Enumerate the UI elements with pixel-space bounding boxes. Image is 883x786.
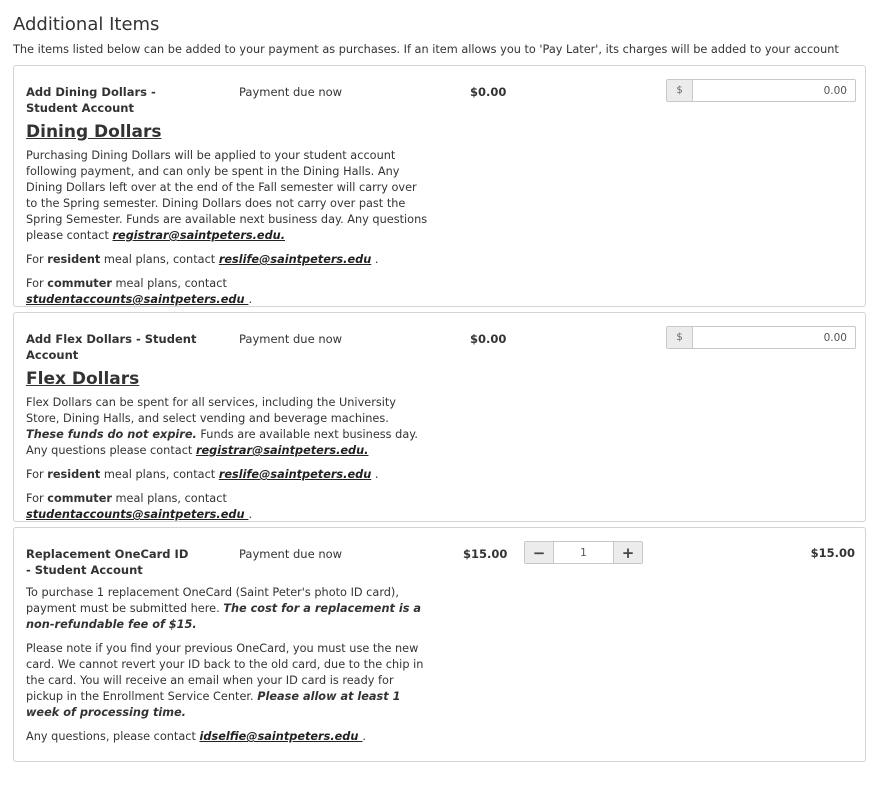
description-paragraph: Please note if you find your previous OneCard, you must use the new card. We cannot revert your ID back to the old card, due to the chip in the card. You will receive an email when your ID card is ready for pickup in the Enrollment Service Center. Please allow at least 1 week of processing time.	[26, 642, 424, 719]
item-description	[26, 121, 428, 316]
commuter-contact: For commuter meal plans, contact studentaccounts@saintpeters.edu .	[26, 492, 253, 521]
description-paragraph: Flex Dollars can be spent for all services, including the University Store, Dining Halls, and select vending and beverage machines. These funds do not expire. Funds are available next business day. Any questions please contact registrar@saintpeters.edu.	[26, 396, 418, 457]
reslife-email-link[interactable]: reslife@saintpeters.edu	[218, 468, 372, 481]
item-name: Add Dining Dollars - Student Account	[26, 85, 156, 115]
registrar-email-link[interactable]: registrar@saintpeters.edu.	[112, 229, 286, 242]
item-price: $15.00	[463, 547, 508, 561]
quantity-stepper	[524, 541, 643, 564]
item-card-dining-dollars	[13, 65, 866, 307]
description-paragraph: To purchase 1 replacement OneCard (Saint Peter's photo ID card), payment must be submitted here. The cost for a replacement is a non-refundable fee of $15.	[26, 586, 421, 631]
reslife-email-link[interactable]: reslife@saintpeters.edu	[218, 253, 372, 266]
decrease-quantity-button[interactable]: −	[525, 542, 554, 563]
description-paragraph: Purchasing Dining Dollars will be applied to your student account following payment, and can only be spent in the Dining Halls. Any Dining Dollars left over at the end of the Fall semester will carry over to the Spring semester. Dining Dollars does not carry over past the Spring Semester. Funds are available next business day. Any questions please contact registrar@saintpeters.edu.	[26, 149, 428, 242]
idselfie-email-link[interactable]: idselfie@saintpeters.edu	[199, 730, 363, 743]
quantity-input[interactable]	[554, 542, 613, 563]
studentaccounts-email-link[interactable]: studentaccounts@saintpeters.edu	[26, 508, 249, 521]
payment-due-label: Payment due now	[239, 332, 343, 346]
contact-paragraph: Any questions, please contact idselfie@saintpeters.edu .	[26, 730, 366, 743]
line-total: $15.00	[810, 546, 855, 560]
payment-due-label: Payment due now	[239, 85, 343, 99]
item-price: $0.00	[470, 85, 507, 99]
item-card-replacement-onecard	[13, 527, 866, 762]
item-heading: Flex Dollars	[26, 369, 140, 389]
dining-dollars-amount-input[interactable]	[693, 80, 855, 101]
registrar-email-link[interactable]: registrar@saintpeters.edu.	[195, 444, 369, 457]
resident-contact: For resident meal plans, contact reslife@saintpeters.edu .	[26, 468, 379, 481]
item-card-flex-dollars	[13, 312, 866, 522]
item-heading: Dining Dollars	[26, 122, 162, 142]
flex-dollars-amount-field	[666, 326, 856, 349]
flex-dollars-amount-input[interactable]	[693, 327, 855, 348]
item-description	[26, 585, 428, 753]
page-title: Additional Items	[13, 14, 160, 35]
item-price: $0.00	[470, 332, 507, 346]
commuter-contact: For commuter meal plans, contact studentaccounts@saintpeters.edu .	[26, 277, 253, 306]
page-intro: The items listed below can be added to your payment as purchases. If an item allows you to 'Pay Later', its charges will be added to your account	[13, 43, 839, 56]
resident-contact: For resident meal plans, contact reslife@saintpeters.edu .	[26, 253, 379, 266]
studentaccounts-email-link[interactable]: studentaccounts@saintpeters.edu	[26, 293, 249, 306]
payment-due-label: Payment due now	[239, 547, 343, 561]
dining-dollars-amount-field	[666, 79, 856, 102]
item-name: Replacement OneCard ID - Student Account	[26, 547, 189, 577]
item-description	[26, 368, 428, 531]
currency-addon: $	[667, 327, 693, 348]
currency-addon: $	[667, 80, 693, 101]
item-name: Add Flex Dollars - Student Account	[26, 332, 197, 362]
increase-quantity-button[interactable]: +	[613, 542, 642, 563]
